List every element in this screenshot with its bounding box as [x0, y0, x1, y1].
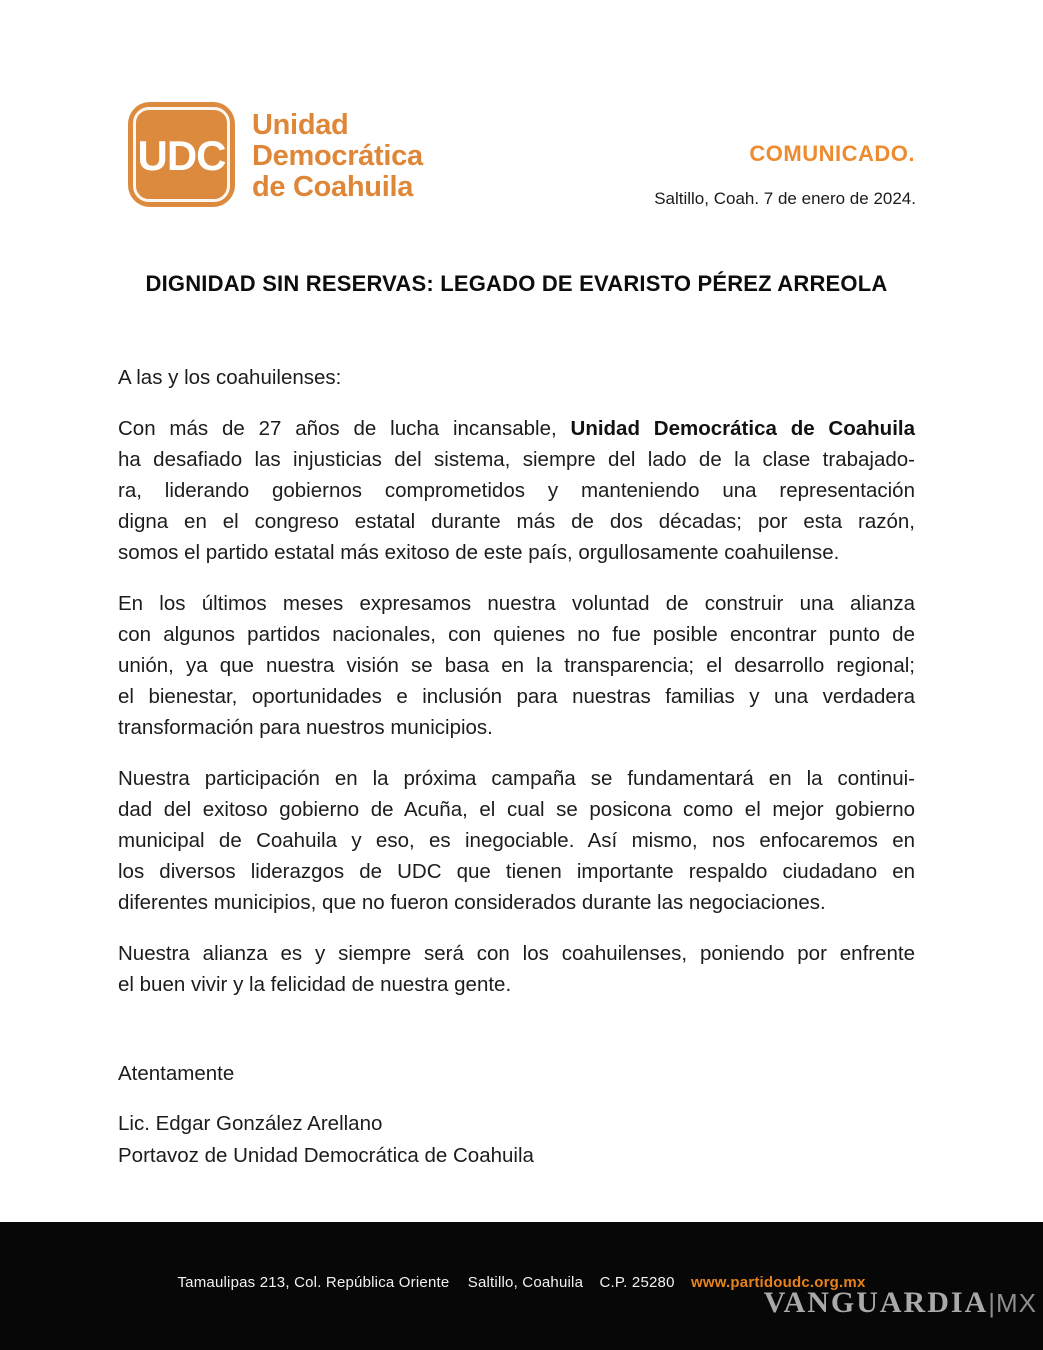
party-name-line: de Coahuila — [252, 171, 414, 203]
paragraph-line: el buen vivir y la felicidad de nuestra gente. — [118, 973, 512, 996]
paragraph — [118, 938, 915, 1000]
paragraph-line: Nuestra alianza es y siempre será con los coahuilenses, poniendo por enfrente — [118, 942, 915, 965]
comunicado-label: COMUNICADO. — [749, 141, 915, 166]
udc-logo — [128, 102, 235, 207]
paragraph — [118, 588, 915, 743]
document-title: DIGNIDAD SIN RESERVAS: LEGADO DE EVARISTO PÉREZ ARREOLA — [145, 271, 888, 296]
signatory-role: Portavoz de Unidad Democrática de Coahuila — [118, 1144, 534, 1167]
paragraph-line: unión, ya que nuestra visión se basa en la transparencia; el desarrollo regional; — [118, 654, 915, 677]
paragraph-line: municipal de Coahuila y eso, es inegociable. Así mismo, nos enfocaremos en — [118, 829, 915, 852]
party-name-line: Democrática — [252, 140, 423, 172]
party-name — [252, 110, 423, 207]
paragraph — [118, 763, 915, 918]
paragraph-line: somos el partido estatal más exitoso de este país, orgullosamente coahuilense. — [118, 541, 840, 564]
paragraph-line: diferentes municipios, que no fueron considerados durante las negociaciones. — [118, 891, 826, 914]
watermark-suffix: |MX — [988, 1288, 1037, 1318]
watermark-brand: VANGUARDIA — [763, 1286, 989, 1319]
paragraph-line: con algunos partidos nacionales, con quienes no fue posible encontrar punto de — [118, 623, 915, 646]
signatory-name: Lic. Edgar González Arellano — [118, 1112, 383, 1135]
signature-block — [118, 1108, 534, 1172]
paragraph — [118, 362, 915, 393]
paragraph-line: ra, liderando gobiernos comprometidos y manteniendo una representación — [118, 479, 915, 502]
footer-address: Tamaulipas 213, Col. República Oriente — [177, 1274, 450, 1291]
paragraph — [118, 413, 915, 568]
logo-acronym: UDC — [137, 131, 226, 179]
signature-closing: Atentamente — [118, 1062, 235, 1085]
footer-website-url: www.partidoudc.org.mx — [691, 1274, 866, 1291]
dateline: Saltillo, Coah. 7 de enero de 2024. — [654, 189, 916, 208]
paragraph-line: los diversos liderazgos de UDC que tienen importante respaldo ciudadano en — [118, 860, 915, 883]
paragraph-line: Con más de 27 años de lucha incansable, Unidad Democrática de Coahuila — [118, 417, 916, 440]
paragraph-line: dad del exitoso gobierno de Acuña, el cual se posicona como el mejor gobierno — [118, 798, 915, 821]
paragraph-line: el bienestar, oportunidades e inclusión para nuestras familias y una verdadera — [118, 685, 915, 708]
paragraph-line: ha desafiado las injusticias del sistema, siempre del lado de la clase trabajado- — [118, 448, 915, 471]
paragraph-line: En los últimos meses expresamos nuestra voluntad de construir una alianza — [118, 592, 915, 615]
paragraph-line: Nuestra participación en la próxima campaña se fundamentará en la continui- — [118, 767, 915, 790]
paragraph-line: A las y los coahuilenses: — [118, 366, 342, 389]
paragraph-line: transformación para nuestros municipios. — [118, 716, 493, 739]
footer-postal-code: C.P. 25280 — [599, 1274, 675, 1291]
party-name-line: Unidad — [252, 109, 349, 141]
body-paragraphs — [118, 362, 915, 1020]
footer-city: Saltillo, Coahuila — [467, 1274, 584, 1291]
vanguardia-watermark — [764, 1286, 1037, 1320]
header — [128, 102, 423, 207]
paragraph-line: digna en el congreso estatal durante más de dos décadas; por esta razón, — [118, 510, 915, 533]
